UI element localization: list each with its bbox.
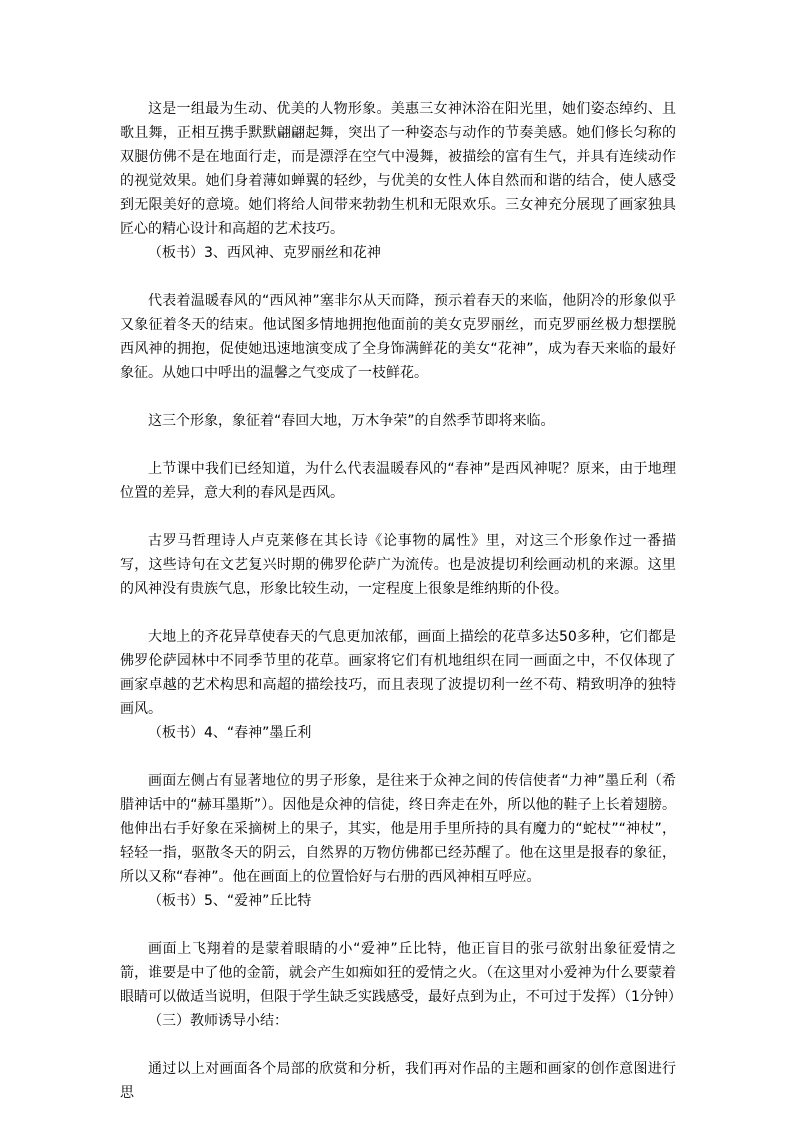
heading-teacher-summary: （三）教师诱导小结： — [148, 1013, 288, 1029]
heading-board-note-4: （板书）4、“春神”墨丘利 — [148, 725, 312, 741]
paragraph-west-wind-reason: 上节课中我们已经知道，为什么代表温暖春风的“春神”是西风神呢？原来，由于地理位置的差异，意大利的春风是西风。 — [120, 461, 676, 501]
paragraph-summary: 通过以上对画面各个局部的欣赏和分析，我们再对作品的主题和画家的创作意图进行思 — [120, 1061, 676, 1101]
paragraph-mercury: 画面左侧占有显著地位的男子形象，是往来于众神之间的传信使者“力神”墨丘利（希腊神话中的“赫耳墨斯”）。因他是众神的信徒，终日奔走在外，所以他的鞋子上长着翅膀。他伸出右手好象在采摘树上的果子，其实，他是用手里所持的具有魔力的“蛇杖”“神杖”，轻轻一指，驱散冬天的阴云，自然界的万物仿佛都已经苏醒了。他在这里是报春的象征，所以又称“春神”。他在画面上的位置恰好与右册的西风神相互呼应。 — [120, 773, 676, 885]
heading-board-note-5: （板书）5、“爱神”丘比特 — [148, 893, 312, 909]
paragraph-west-wind: 代表着温暖春风的“西风神”塞非尔从天而降，预示着春天的来临，他阴冷的形象似乎又象征着冬天的结束。他试图多情地拥抱他面前的美女克罗丽丝，而克罗丽丝极力想摆脱西风神的拥抱，促使她迅速地演变成了全身饰满鲜花的美女“花神”，成为春天来临的最好象征。从她口中呼出的温馨之气变成了一枝鲜花。 — [120, 293, 676, 381]
paragraph-cupid: 画面上飞翔着的是蒙着眼睛的小“爱神”丘比特，他正盲目的张弓欲射出象征爱情之箭，谁要是中了他的金箭，就会产生如痴如狂的爱情之火。（在这里对小爱神为什么要蒙着眼睛可以做适当说明，但限于学生缺乏实践感受，最好点到为止，不可过于发挥）（1分钟） — [120, 941, 682, 1005]
paragraph-lucretius: 古罗马哲理诗人卢克莱修在其长诗《论事物的属性》里，对这三个形象作过一番描写，这些诗句在文艺复兴时期的佛罗伦萨广为流传。也是波提切利绘画动机的来源。这里的风神没有贵族气息，形象比较生动，一定程度上很象是维纳斯的仆役。 — [120, 533, 676, 597]
heading-board-note-3: （板书）3、西风神、克罗丽丝和花神 — [148, 245, 381, 261]
paragraph-three-figures: 这三个形象，象征着“春回大地，万木争荣”的自然季节即将来临。 — [148, 413, 555, 429]
paragraph-three-graces: 这是一组最为生动、优美的人物形象。美惠三女神沐浴在阳光里，她们姿态绰约、且歌且舞，正相互携手默默翩翩起舞，突出了一种姿态与动作的节奏美感。她们修长匀称的双腿仿佛不是在地面行走，而是漂浮在空气中漫舞，被描绘的富有生气，并具有连续动作的视觉效果。她们身着薄如蝉翼的轻纱，与优美的女性人体自然而和谐的结合，使人感受到无限美好的意境。她们将给人间带来勃勃生机和无限欢乐。三女神充分展现了画家独具匠心的精心设计和高超的艺术技巧。 — [120, 101, 676, 237]
paragraph-flowers: 大地上的齐花异草使春天的气息更加浓郁，画面上描绘的花草多达50多种，它们都是佛罗伦萨园林中不同季节里的花草。画家将它们有机地组织在同一画面之中，不仅体现了画家卓越的艺术构思和高超的描绘技巧，而且表现了波提切利一丝不苟、精致明净的独特画风。 — [120, 629, 676, 717]
document-page — [120, 97, 682, 1105]
